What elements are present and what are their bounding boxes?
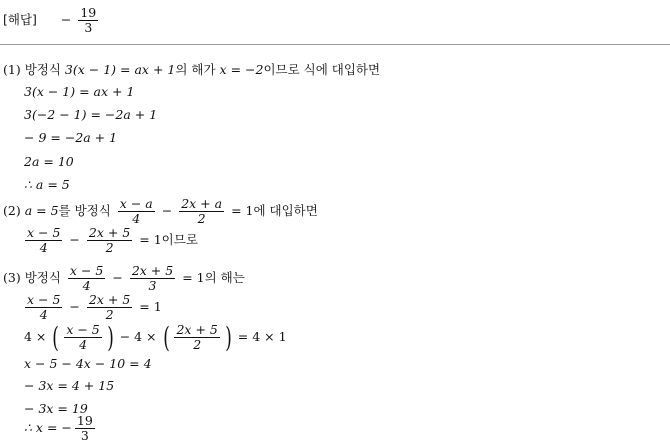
part2-sub-minus: − [69, 232, 80, 247]
part2-condition: a = 5 [24, 203, 59, 218]
part2-sub-fraction-1 [25, 226, 62, 255]
part1-text-b: 의 해가 [175, 62, 216, 77]
part1-intro [3, 62, 380, 78]
part3-final-fraction [75, 414, 95, 443]
fraction-denominator: 4 [132, 211, 141, 226]
part3-minus: − [112, 270, 123, 285]
fraction-denominator: 4 [79, 337, 88, 352]
part3-rhs: = 1 [182, 270, 205, 285]
part3-l1-fraction-1 [25, 293, 62, 322]
part2-intro [3, 197, 318, 226]
fraction-denominator: 2 [193, 337, 202, 352]
part3-l2-fraction-1 [64, 323, 101, 352]
part2-fraction-1 [118, 197, 155, 226]
part2-minus: − [161, 203, 173, 218]
part3-step: − 3x = 4 + 15 [24, 378, 115, 393]
answer-fraction [78, 6, 98, 35]
part1-step: − 9 = −2a + 1 [24, 130, 118, 145]
part2-text-a: 를 방정식 [58, 203, 111, 218]
fraction-numerator: x − a [119, 196, 153, 211]
part3-l1-rhs: = 1 [139, 299, 162, 314]
part2-rhs: = 1 [231, 203, 254, 218]
answer-label: [해답] [3, 12, 37, 27]
part3-l2-b: − 4 × [119, 329, 157, 344]
part3-text-b: 의 해는 [204, 270, 245, 285]
part2-sub-fraction-2 [87, 226, 132, 255]
answer-minus: − [60, 12, 72, 27]
part1-condition: x = −2 [219, 62, 264, 77]
fraction-denominator: 4 [39, 240, 48, 255]
right-paren: ) [225, 320, 232, 354]
part3-final [24, 414, 98, 443]
fraction-denominator: 2 [105, 240, 114, 255]
divider [0, 44, 670, 45]
fraction-numerator: 2x + 5 [88, 292, 131, 307]
left-paren: ( [52, 320, 60, 354]
part2-text-b: 에 대입하면 [253, 203, 318, 218]
left-paren: ( [162, 320, 170, 354]
part3-line-2 [24, 320, 287, 354]
part3-final-lhs: ∴ x = − [24, 420, 72, 435]
part1-text-c: 이므로 식에 대입하면 [263, 62, 381, 77]
fraction-denominator: 4 [82, 278, 91, 293]
part2-number: (2) [3, 203, 21, 218]
part1-step: 3(−2 − 1) = −2a + 1 [24, 107, 158, 122]
part3-text-a: 방정식 [24, 270, 61, 285]
part3-step: − 3x = 19 [24, 401, 88, 416]
part1-equation: 3(x − 1) = ax + 1 [64, 62, 176, 77]
answer-denominator: 3 [84, 20, 93, 35]
fraction-numerator: 2x + 5 [176, 322, 218, 337]
part2-fraction-2 [179, 197, 224, 226]
part1-step: 3(x − 1) = ax + 1 [24, 84, 135, 99]
part3-line-1 [22, 293, 162, 322]
part1-number: (1) [3, 62, 21, 77]
part3-fraction-2 [130, 264, 175, 293]
answer-header [3, 6, 101, 35]
part2-sub-rhs: = 1 [139, 232, 162, 247]
part2-text-c: 이므로 [161, 232, 198, 247]
fraction-denominator: 4 [39, 307, 48, 322]
fraction-denominator: 3 [148, 278, 157, 293]
fraction-denominator: 2 [197, 211, 206, 226]
fraction-numerator: 2x + 5 [88, 225, 131, 240]
part3-l2-c: = 4 × 1 [237, 329, 287, 344]
answer-numerator: 19 [80, 5, 97, 20]
fraction-numerator: 2x + 5 [131, 263, 174, 278]
fraction-numerator: x − 5 [69, 263, 104, 278]
part1-step: 2a = 10 [24, 154, 74, 169]
part1-step: ∴ a = 5 [24, 177, 70, 192]
part3-step: x − 5 − 4x − 10 = 4 [24, 356, 152, 371]
part2-substituted [22, 226, 198, 255]
fraction-numerator: x − 5 [27, 292, 61, 307]
part3-l1-fraction-2 [87, 293, 132, 322]
part3-intro [3, 264, 245, 293]
part3-l2-fraction-2 [174, 323, 219, 352]
right-paren: ) [106, 320, 114, 354]
fraction-numerator: x − 5 [66, 322, 100, 337]
fraction-numerator: x − 5 [27, 225, 61, 240]
part3-number: (3) [3, 270, 21, 285]
part3-l1-minus: − [69, 299, 80, 314]
fraction-numerator: 2x + a [181, 196, 223, 211]
fraction-denominator: 2 [105, 307, 114, 322]
part3-l2-a: 4 × [24, 329, 47, 344]
part1-text-a: 방정식 [24, 62, 61, 77]
fraction-denominator: 3 [80, 428, 89, 443]
fraction-numerator: 19 [76, 413, 93, 428]
part3-fraction-1 [68, 264, 105, 293]
